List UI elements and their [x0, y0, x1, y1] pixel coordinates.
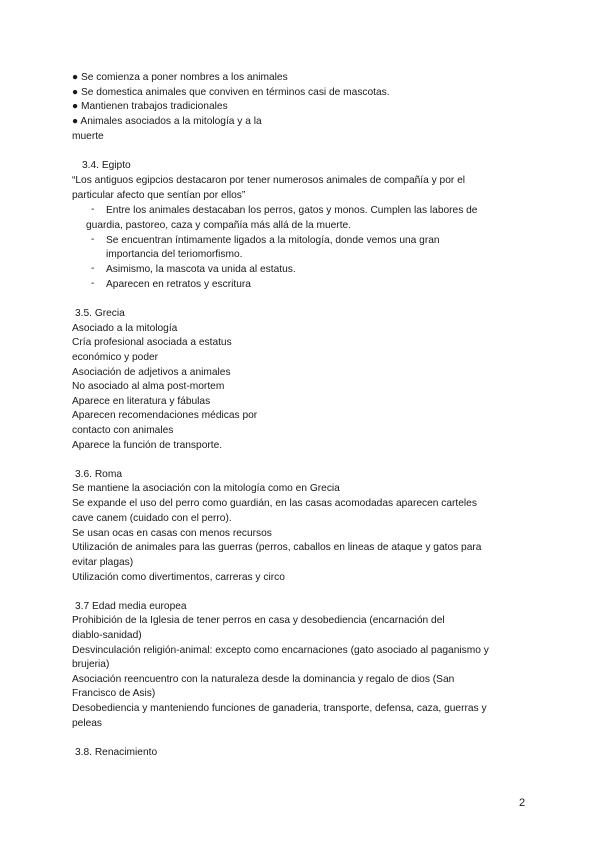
egipto-dash-2: - [91, 234, 95, 245]
egipto-dash-4: - [91, 278, 95, 289]
egipto-quote-line-2: particular afecto que sentían por ellos” [72, 190, 246, 201]
grecia-line: Asociado a la mitología [72, 323, 178, 334]
roma-line: Utilización de animales para las guerras (perros, caballos en lineas de ataque y gatos para [72, 542, 482, 553]
egipto-item-2: Se encuentran íntimamente ligados a la mitología, donde vemos una gran [106, 235, 440, 246]
roma-line: Se expande el uso del perro como guardián, en las casas acomodadas aparecen carteles [72, 498, 477, 509]
grecia-line: Aparece en literatura y fábulas [72, 396, 211, 407]
heading-roma: 3.6. Roma [75, 469, 122, 480]
roma-line: Se usan ocas en casas con menos recursos [72, 528, 272, 539]
intro-bullet-4: ● Animales asociados a la mitología y a la [72, 116, 262, 127]
heading-edad-media: 3.7 Edad media europea [75, 601, 187, 612]
heading-grecia: 3.5. Grecia [75, 308, 125, 319]
grecia-line: económico y poder [72, 352, 159, 363]
edad-media-line: Desobediencia y manteniendo funciones de ganaderia, transporte, defensa, caza, guerras y [72, 703, 487, 714]
roma-line: Utilización como divertimentos, carreras y circo [72, 572, 285, 583]
roma-line: evitar plagas) [72, 557, 134, 568]
roma-line: Se mantiene la asociación con la mitología como en Grecia [72, 483, 340, 494]
page-number: 2 [519, 797, 526, 809]
egipto-dash-1: - [91, 204, 95, 215]
egipto-item-4: Aparecen en retratos y escritura [106, 279, 251, 290]
edad-media-line: Francisco de Asis) [72, 688, 156, 699]
edad-media-line: Asociación reencuentro con la naturaleza desde la dominancia y regalo de dios (San [72, 674, 455, 685]
grecia-line: Cría profesional asociada a estatus [72, 337, 232, 348]
egipto-item-3: Asimismo, la mascota va unida al estatus. [106, 264, 296, 275]
edad-media-line: Desvinculación religión-animal: excepto como encarnaciones (gato asociado al paganismo y [72, 645, 489, 656]
egipto-quote-line-1: “Los antiguos egipcios destacaron por tener numerosos animales de compañía y por el [72, 175, 466, 186]
egipto-item-1-wrap: guardia, pastoreo, caza y compañía más allá de la muerte. [86, 220, 352, 231]
grecia-line: No asociado al alma post-mortem [72, 381, 225, 392]
intro-continuation: muerte [72, 131, 104, 142]
intro-bullet-2: ● Se domestica animales que conviven en términos casi de mascotas. [72, 87, 390, 98]
edad-media-line: diablo-sanidad) [72, 630, 142, 641]
egipto-item-2-wrap: importancia del teriomorfismo. [106, 249, 243, 260]
heading-renacimiento: 3.8. Renacimiento [75, 747, 158, 758]
intro-bullet-3: ● Mantienen trabajos tradicionales [72, 101, 228, 112]
grecia-line: contacto con animales [72, 425, 174, 436]
heading-egipto: 3.4. Egipto [82, 160, 131, 171]
grecia-line: Asociación de adjetivos a animales [72, 367, 231, 378]
edad-media-line: peleas [72, 718, 103, 729]
grecia-line: Aparece la función de transporte. [72, 440, 223, 451]
intro-bullet-1: ● Se comienza a poner nombres a los animales [72, 72, 288, 83]
edad-media-line: Prohibición de la Iglesia de tener perros en casa y desobediencia (encarnación del [72, 615, 445, 626]
edad-media-line: brujeria) [72, 659, 110, 670]
roma-line: cave canem (cuidado con el perro). [72, 513, 232, 524]
egipto-dash-3: - [91, 263, 95, 274]
egipto-item-1: Entre los animales destacaban los perros, gatos y monos. Cumplen las labores de [106, 205, 478, 216]
grecia-line: Aparecen recomendaciones médicas por [72, 410, 258, 421]
